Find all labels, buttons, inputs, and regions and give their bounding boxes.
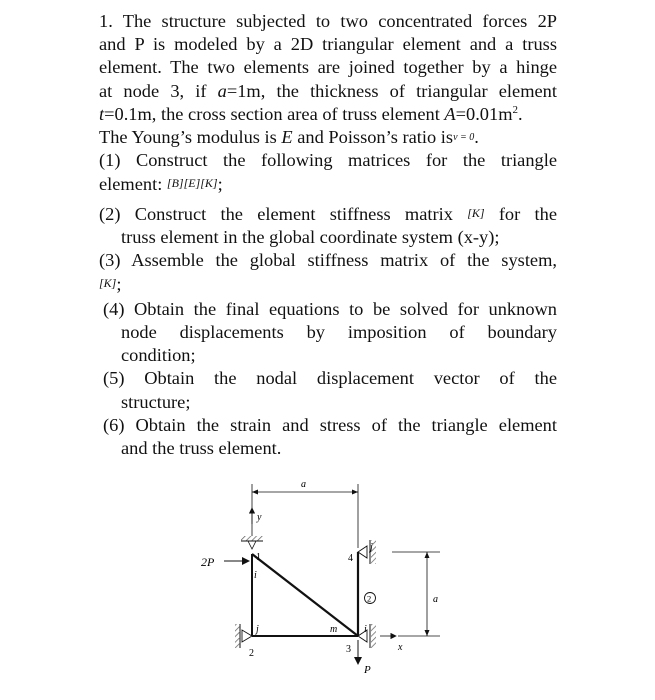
text-q1d: ; — [217, 174, 223, 195]
text-l6a: The Young’s modulus is — [99, 126, 282, 147]
y-axis-label: y — [257, 512, 262, 523]
element-2-label: 2 — [367, 593, 372, 604]
text-q4a: (4) Obtain the final equations to be solved for unknown — [103, 298, 557, 319]
dimension-top-label: a — [301, 479, 306, 490]
text-l4a: at node 3, if — [99, 80, 218, 101]
node-1-label: 1 — [256, 552, 261, 563]
text-l5f: . — [518, 103, 523, 124]
left-support-hatch — [235, 624, 240, 648]
right-top-support-pin — [358, 546, 367, 558]
local-i-label: i — [254, 570, 257, 581]
top-support-hatch — [241, 536, 263, 541]
dimension-right-bottom-arrow — [425, 630, 430, 636]
text-l6b: E — [281, 126, 293, 147]
node-4-label: 4 — [348, 553, 353, 564]
force-p-label: P — [364, 664, 371, 676]
text-q1c: [B][E][K] — [166, 176, 218, 191]
text-l5d: =0.01m — [455, 103, 513, 124]
text-l1: 1. The structure subjected to two concentrated forces 2P — [99, 11, 557, 31]
text-q3c: ; — [116, 273, 122, 294]
dimension-right-top-arrow — [425, 552, 430, 558]
text-q6a: (6) Obtain the strain and stress of the triangle element — [103, 414, 557, 435]
local-j-label: j — [256, 624, 259, 635]
text-q3b: [K] — [99, 275, 117, 290]
text-q1b: element: — [99, 174, 167, 195]
text-q6b: and the truss element. — [121, 438, 282, 458]
dimension-top-left-arrow — [252, 490, 258, 495]
text-l6c: and Poisson’s ratio is — [292, 126, 454, 147]
left-support-pin — [242, 630, 252, 642]
dimension-right-label: a — [433, 594, 438, 605]
dimension-top-right-arrow — [352, 490, 358, 495]
node-2-label: 2 — [249, 648, 254, 659]
text-l5b: =0.1m, the cross section area of truss element — [104, 103, 445, 124]
text-q5a: (5) Obtain the nodal displacement vector of the — [103, 368, 557, 389]
text-l5e: 2 — [512, 103, 519, 116]
text-q4b: node displacements by imposition of boundary — [121, 322, 557, 343]
text-l6e: . — [474, 126, 479, 147]
text-l4b: a — [217, 80, 227, 101]
text-q5b: structure; — [121, 391, 191, 412]
text-l5c: A — [444, 103, 456, 124]
local-i-truss-label: i — [364, 624, 367, 635]
right-bottom-support-hatch — [371, 624, 376, 648]
text-q1a: (1) Construct the following matrices for the triangle — [99, 150, 557, 171]
text-l6d: v = 0 — [453, 131, 475, 143]
text-q2b: [K] — [467, 206, 485, 221]
top-support-pin — [248, 541, 256, 549]
triangle-edge-diagonal — [252, 554, 358, 636]
force-2p-label: 2P — [201, 555, 215, 569]
local-m-label: m — [330, 624, 338, 635]
text-l4c: =1m, the thickness of triangular element — [226, 80, 557, 101]
text-q4c: condition; — [121, 345, 196, 366]
text-q2a: (2) Construct the element stiffness matrix — [99, 204, 468, 225]
right-top-support-hatch — [371, 540, 376, 564]
node-3-label: 3 — [346, 644, 351, 655]
text-q2d: truss element in the global coordinate system (x-y); — [121, 226, 500, 247]
text-q2c: for the — [484, 204, 557, 225]
text-l5a: t — [99, 103, 105, 124]
x-axis-label: x — [398, 642, 403, 653]
text-l3: element. The two elements are joined together by a hinge — [99, 57, 557, 78]
text-q3a: (3) Assemble the global stiffness matrix of the system, — [99, 249, 557, 270]
text-l2: and P is modeled by a 2D triangular element and a truss — [99, 34, 557, 55]
